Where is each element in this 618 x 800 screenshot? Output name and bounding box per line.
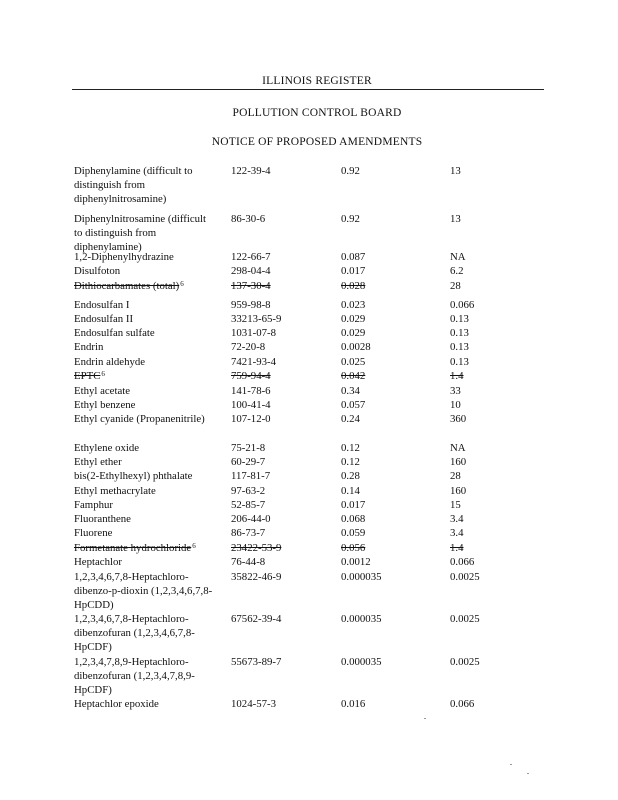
cell-cas [231,570,331,584]
cell-cas [231,355,331,369]
cell-ww [341,612,441,626]
scan-speck [527,773,529,774]
cell-nww [450,164,550,178]
cas-text: 35822-46-9 [231,571,282,583]
ww-text: 0.0028 [341,341,371,353]
cell-nww [450,398,550,412]
cell-nww [450,526,550,540]
ww-text: 0.000035 [341,656,382,668]
nww-text: 160 [450,456,467,468]
nww-text: 13 [450,213,461,225]
cell-nww [450,570,550,584]
table-row [0,384,618,398]
cas-text: 1024-57-3 [231,698,276,710]
ww-text: 0.017 [341,499,366,511]
nww-text: 3.4 [450,513,464,525]
cell-name [74,455,216,469]
cell-name [74,384,216,398]
name-text: 1,2,3,4,6,7,8-Heptachloro-dibenzofuran (1,2,3,4,6,7,8-HpCDF) [74,613,195,654]
table-row [0,412,618,440]
cell-nww [450,279,550,293]
cell-ww [341,526,441,540]
ww-text: 0.068 [341,513,366,525]
ww-text: 0.016 [341,698,366,710]
cas-text: 55673-89-7 [231,656,282,668]
nww-text: 28 [450,470,461,482]
cell-ww [341,697,441,711]
cell-cas [231,212,331,226]
cas-text: 206-44-0 [231,513,271,525]
cas-text: 7421-93-4 [231,356,276,368]
ww-text: 0.12 [341,442,360,454]
cas-text: 122-66-7 [231,251,271,263]
cell-cas [231,369,331,383]
cell-nww [450,484,550,498]
cell-ww [341,655,441,669]
cell-name [74,484,216,498]
cell-cas [231,340,331,354]
ww-text: 0.000035 [341,613,382,625]
cell-cas [231,384,331,398]
cas-text: 33213-65-9 [231,313,282,325]
name-text: Ethyl acetate [74,385,131,397]
cas-text: 76-44-8 [231,556,266,568]
cell-cas [231,441,331,455]
nww-text: 6.2 [450,265,464,277]
notice-title: NOTICE OF PROPOSED AMENDMENTS [211,136,423,148]
table-row [0,484,618,498]
ww-text: 0.14 [341,485,360,497]
table-row [0,541,618,555]
cell-ww [341,541,441,555]
nww-text: 0.13 [450,313,469,325]
cell-ww [341,484,441,498]
cell-ww [341,298,441,312]
ww-text: 0.017 [341,265,366,277]
ww-text: 0.057 [341,399,366,411]
cell-nww [450,655,550,669]
ww-text: 0.92 [341,165,360,177]
cell-cas [231,555,331,569]
table-row [0,312,618,326]
name-text: Endosulfan sulfate [74,327,155,339]
cas-text: 60-29-7 [231,456,266,468]
nww-text: 0.13 [450,341,469,353]
cell-nww [450,326,550,340]
table-row [0,298,618,312]
cas-text: 759-94-4 [231,370,271,382]
cell-nww [450,298,550,312]
cell-nww [450,541,550,555]
cell-ww [341,369,441,383]
cell-cas [231,455,331,469]
cas-text: 117-81-7 [231,470,271,482]
cell-cas [231,512,331,526]
nww-text: 0.13 [450,327,469,339]
cell-nww [450,455,550,469]
name-text: 1,2,3,4,6,7,8-Heptachloro-dibenzo-p-dioxin (1,2,3,4,6,7,8-HpCDD) [74,571,213,612]
nww-text: 3.4 [450,527,464,539]
cas-text: 1031-07-8 [231,327,276,339]
cell-cas [231,697,331,711]
table-row [0,455,618,469]
ww-text: 0.042 [341,370,366,382]
nww-text: 0.0025 [450,571,480,583]
name-text: Ethyl benzene [74,399,136,411]
cell-name [74,655,216,698]
cell-name [74,369,216,383]
cell-cas [231,250,331,264]
cas-text: 141-78-6 [231,385,271,397]
cell-ww [341,355,441,369]
cell-name [74,212,216,255]
cell-nww [450,697,550,711]
ww-text: 0.92 [341,213,360,225]
table-row [0,655,618,698]
ww-text: 0.34 [341,385,360,397]
ww-text: 0.025 [341,356,366,368]
cell-ww [341,469,441,483]
scan-speck [510,764,512,765]
cell-name [74,264,216,278]
nww-text: NA [450,251,466,263]
name-text: EPTC [74,370,101,382]
cell-nww [450,612,550,626]
cell-ww [341,398,441,412]
cell-cas [231,469,331,483]
table-row [0,264,618,278]
nww-text: 1.4 [450,370,464,382]
nww-text: 13 [450,165,461,177]
ww-text: 0.028 [341,280,366,292]
name-text: 1,2-Diphenylhydrazine [74,251,174,263]
cell-nww [450,555,550,569]
table-row [0,279,618,293]
cell-nww [450,340,550,354]
cell-name [74,398,216,412]
cell-cas [231,264,331,278]
ww-text: 0.029 [341,313,366,325]
name-text: Ethyl ether [74,456,122,468]
name-text: Diphenylamine (difficult to distinguish from diphenylnitrosamine) [74,165,193,206]
ww-text: 0.12 [341,456,360,468]
cell-cas [231,655,331,669]
cell-ww [341,212,441,226]
name-text: Diphenylnitrosamine (difficult to distinguish from diphenylamine) [74,213,207,254]
footnote-marker: 6 [180,280,184,288]
table-row [0,369,618,383]
cell-cas [231,526,331,540]
ww-text: 0.023 [341,299,366,311]
cas-text: 137-30-4 [231,280,271,292]
cell-cas [231,612,331,626]
cell-nww [450,355,550,369]
table-row [0,164,618,207]
cas-text: 52-85-7 [231,499,266,511]
cell-ww [341,512,441,526]
cell-cas [231,326,331,340]
table-row [0,697,618,711]
cell-cas [231,541,331,555]
ww-text: 0.056 [341,542,366,554]
name-text: Dithiocarbamates (total) [74,280,180,292]
table-row [0,512,618,526]
table-row [0,498,618,512]
cell-cas [231,312,331,326]
cell-name [74,164,216,207]
cell-nww [450,512,550,526]
table-row [0,326,618,340]
name-text: Famphur [74,499,113,511]
cell-name [74,298,216,312]
ww-text: 0.059 [341,527,366,539]
board-title: POLLUTION CONTROL BOARD [232,107,402,119]
cas-text: 107-12-0 [231,413,271,425]
cell-ww [341,498,441,512]
cell-ww [341,555,441,569]
name-text: Endrin aldehyde [74,356,146,368]
cell-nww [450,498,550,512]
name-text: Fluoranthene [74,513,131,525]
cell-nww [450,412,550,426]
name-text: Ethyl cyanide (Propanenitrile) [74,413,205,425]
name-text: 1,2,3,4,7,8,9-Heptachloro-dibenzofuran (1,2,3,4,7,8,9-HpCDF) [74,656,195,697]
name-text: Heptachlor [74,556,122,568]
cell-name [74,250,216,264]
cas-text: 86-73-7 [231,527,266,539]
cell-ww [341,279,441,293]
nww-text: 360 [450,413,467,425]
cas-text: 72-20-8 [231,341,266,353]
cell-cas [231,164,331,178]
ww-text: 0.029 [341,327,366,339]
nww-text: 0.066 [450,299,475,311]
nww-text: 1.4 [450,542,464,554]
cell-nww [450,312,550,326]
cell-nww [450,369,550,383]
name-text: Endosulfan I [74,299,130,311]
table-row [0,570,618,613]
cell-ww [341,164,441,178]
cell-ww [341,570,441,584]
cell-ww [341,441,441,455]
name-text: Fluorene [74,527,113,539]
name-text: Formetanate hydrochloride [74,542,192,554]
nww-text: 10 [450,399,461,411]
cell-name [74,412,216,426]
cell-name [74,441,216,455]
header-rule [72,89,544,90]
table-row [0,526,618,540]
nww-text: 33 [450,385,461,397]
table-row [0,555,618,569]
nww-text: 0.066 [450,556,475,568]
cas-text: 100-41-4 [231,399,271,411]
cell-name [74,279,216,293]
cas-text: 86-30-6 [231,213,266,225]
ww-text: 0.087 [341,251,366,263]
name-text: Heptachlor epoxide [74,698,159,710]
cell-ww [341,250,441,264]
cell-name [74,312,216,326]
nww-text: NA [450,442,466,454]
table-row [0,441,618,455]
cas-text: 97-63-2 [231,485,266,497]
name-text: Ethyl methacrylate [74,485,156,497]
cell-ww [341,384,441,398]
cell-ww [341,412,441,426]
table-row [0,612,618,655]
cell-nww [450,441,550,455]
table-row [0,340,618,354]
nww-text: 0.0025 [450,613,480,625]
name-text: Ethylene oxide [74,442,140,454]
cas-text: 959-98-8 [231,299,271,311]
cell-name [74,612,216,655]
table-row [0,212,618,255]
cell-name [74,555,216,569]
cell-ww [341,312,441,326]
name-text: Endosulfan II [74,313,134,325]
cell-cas [231,484,331,498]
cell-name [74,570,216,613]
cell-nww [450,469,550,483]
cell-ww [341,326,441,340]
name-text: bis(2-Ethylhexyl) phthalate [74,470,193,482]
cell-nww [450,212,550,226]
ww-text: 0.000035 [341,571,382,583]
nww-text: 28 [450,280,461,292]
name-text: Disulfoton [74,265,121,277]
cas-text: 122-39-4 [231,165,271,177]
name-text: Endrin [74,341,104,353]
nww-text: 160 [450,485,467,497]
cas-text: 298-04-4 [231,265,271,277]
cell-name [74,355,216,369]
cell-nww [450,264,550,278]
cell-name [74,526,216,540]
cell-name [74,326,216,340]
cell-cas [231,398,331,412]
cell-nww [450,384,550,398]
nww-text: 0.0025 [450,656,480,668]
cas-text: 23422-53-9 [231,542,282,554]
cell-nww [450,250,550,264]
cell-name [74,498,216,512]
register-title: ILLINOIS REGISTER [262,75,372,87]
cell-name [74,469,216,483]
cell-ww [341,340,441,354]
cell-ww [341,455,441,469]
table-row [0,398,618,412]
ww-text: 0.24 [341,413,360,425]
cell-cas [231,412,331,426]
nww-text: 0.13 [450,356,469,368]
cas-text: 67562-39-4 [231,613,282,625]
cell-cas [231,298,331,312]
ww-text: 0.0012 [341,556,371,568]
ww-text: 0.28 [341,470,360,482]
nww-text: 15 [450,499,461,511]
cell-name [74,340,216,354]
cas-text: 75-21-8 [231,442,266,454]
scan-speck [424,718,426,719]
table-row [0,469,618,483]
table-row [0,355,618,369]
cell-name [74,697,216,711]
table-row [0,250,618,264]
cell-ww [341,264,441,278]
cell-cas [231,498,331,512]
cell-name [74,512,216,526]
cell-name [74,541,216,555]
cell-cas [231,279,331,293]
footnote-marker: 6 [192,542,196,550]
footnote-marker: 6 [101,370,105,378]
nww-text: 0.066 [450,698,475,710]
